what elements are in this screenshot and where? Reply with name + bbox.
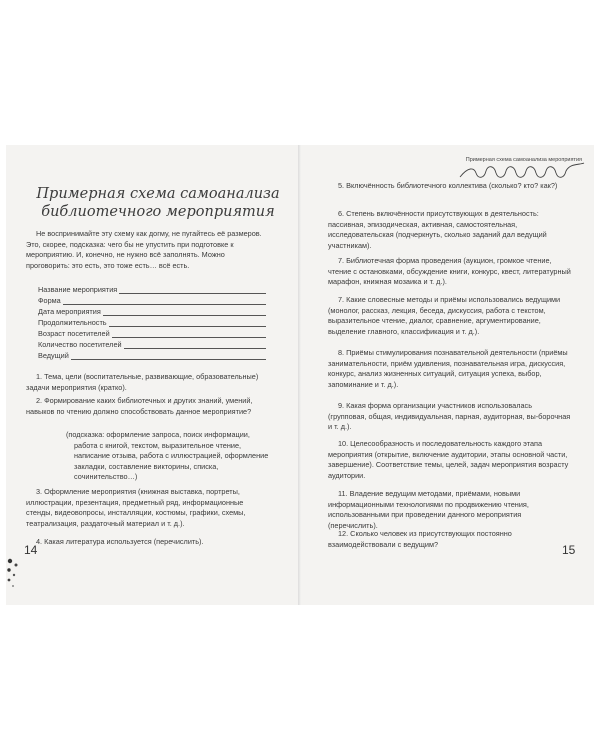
form-field-date: Дата мероприятия bbox=[38, 307, 266, 317]
list-item-13: 12. Сколько человек из присутствующих постоянно взаимодействовали с ведущим? bbox=[328, 529, 512, 549]
list-item-8: 7. Какие словесные методы и приёмы использовались ведущими (монолог, рассказ, лекция, беседа, дискуссия, работа с текстом, выразительное чтение, диалог, сравнение, аргументирование, выделение главного, классификация и т. д.). bbox=[328, 295, 561, 336]
list-item-2: 2. Формирование каких библиотечных и других знаний, умений, навыков по чтению должно способствовать данное мероприятие? bbox=[26, 396, 253, 416]
list-item-7: 7. Библиотечная форма проведения (аукцион, громкое чтение, чтение с остановками, обсуждение книги, конкурс, квест, литературный марафон, книжная мозаика и т. д.). bbox=[328, 256, 571, 287]
page-number: 14 bbox=[24, 543, 38, 557]
list-item-5: 5. Включённость библиотечного коллектива (сколько? кто? как?) bbox=[338, 181, 558, 190]
form-field-host: Ведущий bbox=[38, 351, 266, 361]
list-item-11: 10. Целесообразность и последовательность каждого этапа мероприятия (открытие, включение аудитории, этапы основной части, завершение). Соответствие темы, целей, задач мероприятия возрасту аудитории. bbox=[328, 439, 569, 480]
list-item-6: 6. Степень включённости присутствующих в деятельность: пассивная, эпизодическая, активная, самостоятельная, исследовательская (подчеркнуть, сколько заданий дал ведущий участникам). bbox=[328, 209, 547, 250]
book-spread bbox=[6, 145, 594, 605]
form-field-name: Название мероприятия bbox=[38, 285, 266, 295]
list-item-3: 3. Оформление мероприятия (книжная выставка, портреты, иллюстрации, презентация, предметный ряд, информационные стенды, видеовопросы, инсталляции, костюмы, графики, схемы, театрализация, раздаточный материал и т. д.). bbox=[26, 487, 246, 528]
list-item-12: 11. Владение ведущим методами, приёмами, новыми информационными технологиями по продвижению чтения, использованными при проведении данного мероприятия (перечислить). bbox=[328, 489, 529, 530]
form-field-age: Возраст посетителей bbox=[38, 329, 266, 339]
left-page bbox=[6, 145, 300, 605]
form-field-duration: Продолжительность bbox=[38, 318, 266, 328]
form-field-form: Форма bbox=[38, 296, 266, 306]
page-number: 15 bbox=[562, 543, 576, 557]
form-field-count: Количество посетителей bbox=[38, 340, 266, 350]
list-item-2-note: (подсказка: оформление запроса, поиск информации, работа с книгой, текстом, выразительное чтение, написание отзыва, работа с иллюстрацией, оформление закладки, составление викторины, списка, сочинительство…) bbox=[66, 430, 269, 482]
list-item-9: 8. Приёмы стимулирования познавательной деятельности (приёмы занимательности, приём удивления, познавательная игра, дискуссия, конкурс, анализ жизненных ситуаций, ситуация успеха, выбор, запоминание и т. д.). bbox=[328, 348, 568, 389]
list-item-4: 4. Какая литература используется (перечислить). bbox=[36, 537, 204, 546]
right-page bbox=[300, 145, 594, 605]
list-item-1: 1. Тема, цели (воспитательные, развивающие, образовательные) задачи мероприятия (кратко). bbox=[26, 372, 259, 392]
page-title: Примерная схема самоанализа библиотечного мероприятия bbox=[36, 186, 280, 220]
decorative-dots-icon bbox=[6, 555, 26, 595]
list-item-10: 9. Какая форма организации участников использовалась (групповая, общая, индивидуальная, парная, аудиторная, вы-борочная и т. д.). bbox=[328, 401, 571, 432]
running-header: Примерная схема самоанализа мероприятия bbox=[465, 157, 582, 163]
intro-text: Не воспринимайте эту схему как догму, не пугайтесь её размеров. Это, скорее, подсказка: чего бы не упустить при подготовке к мероприятию. И, конечно, не нужно всё заполнять. Можно проговорить: это есть, это тоже есть… всё есть. bbox=[26, 229, 262, 270]
